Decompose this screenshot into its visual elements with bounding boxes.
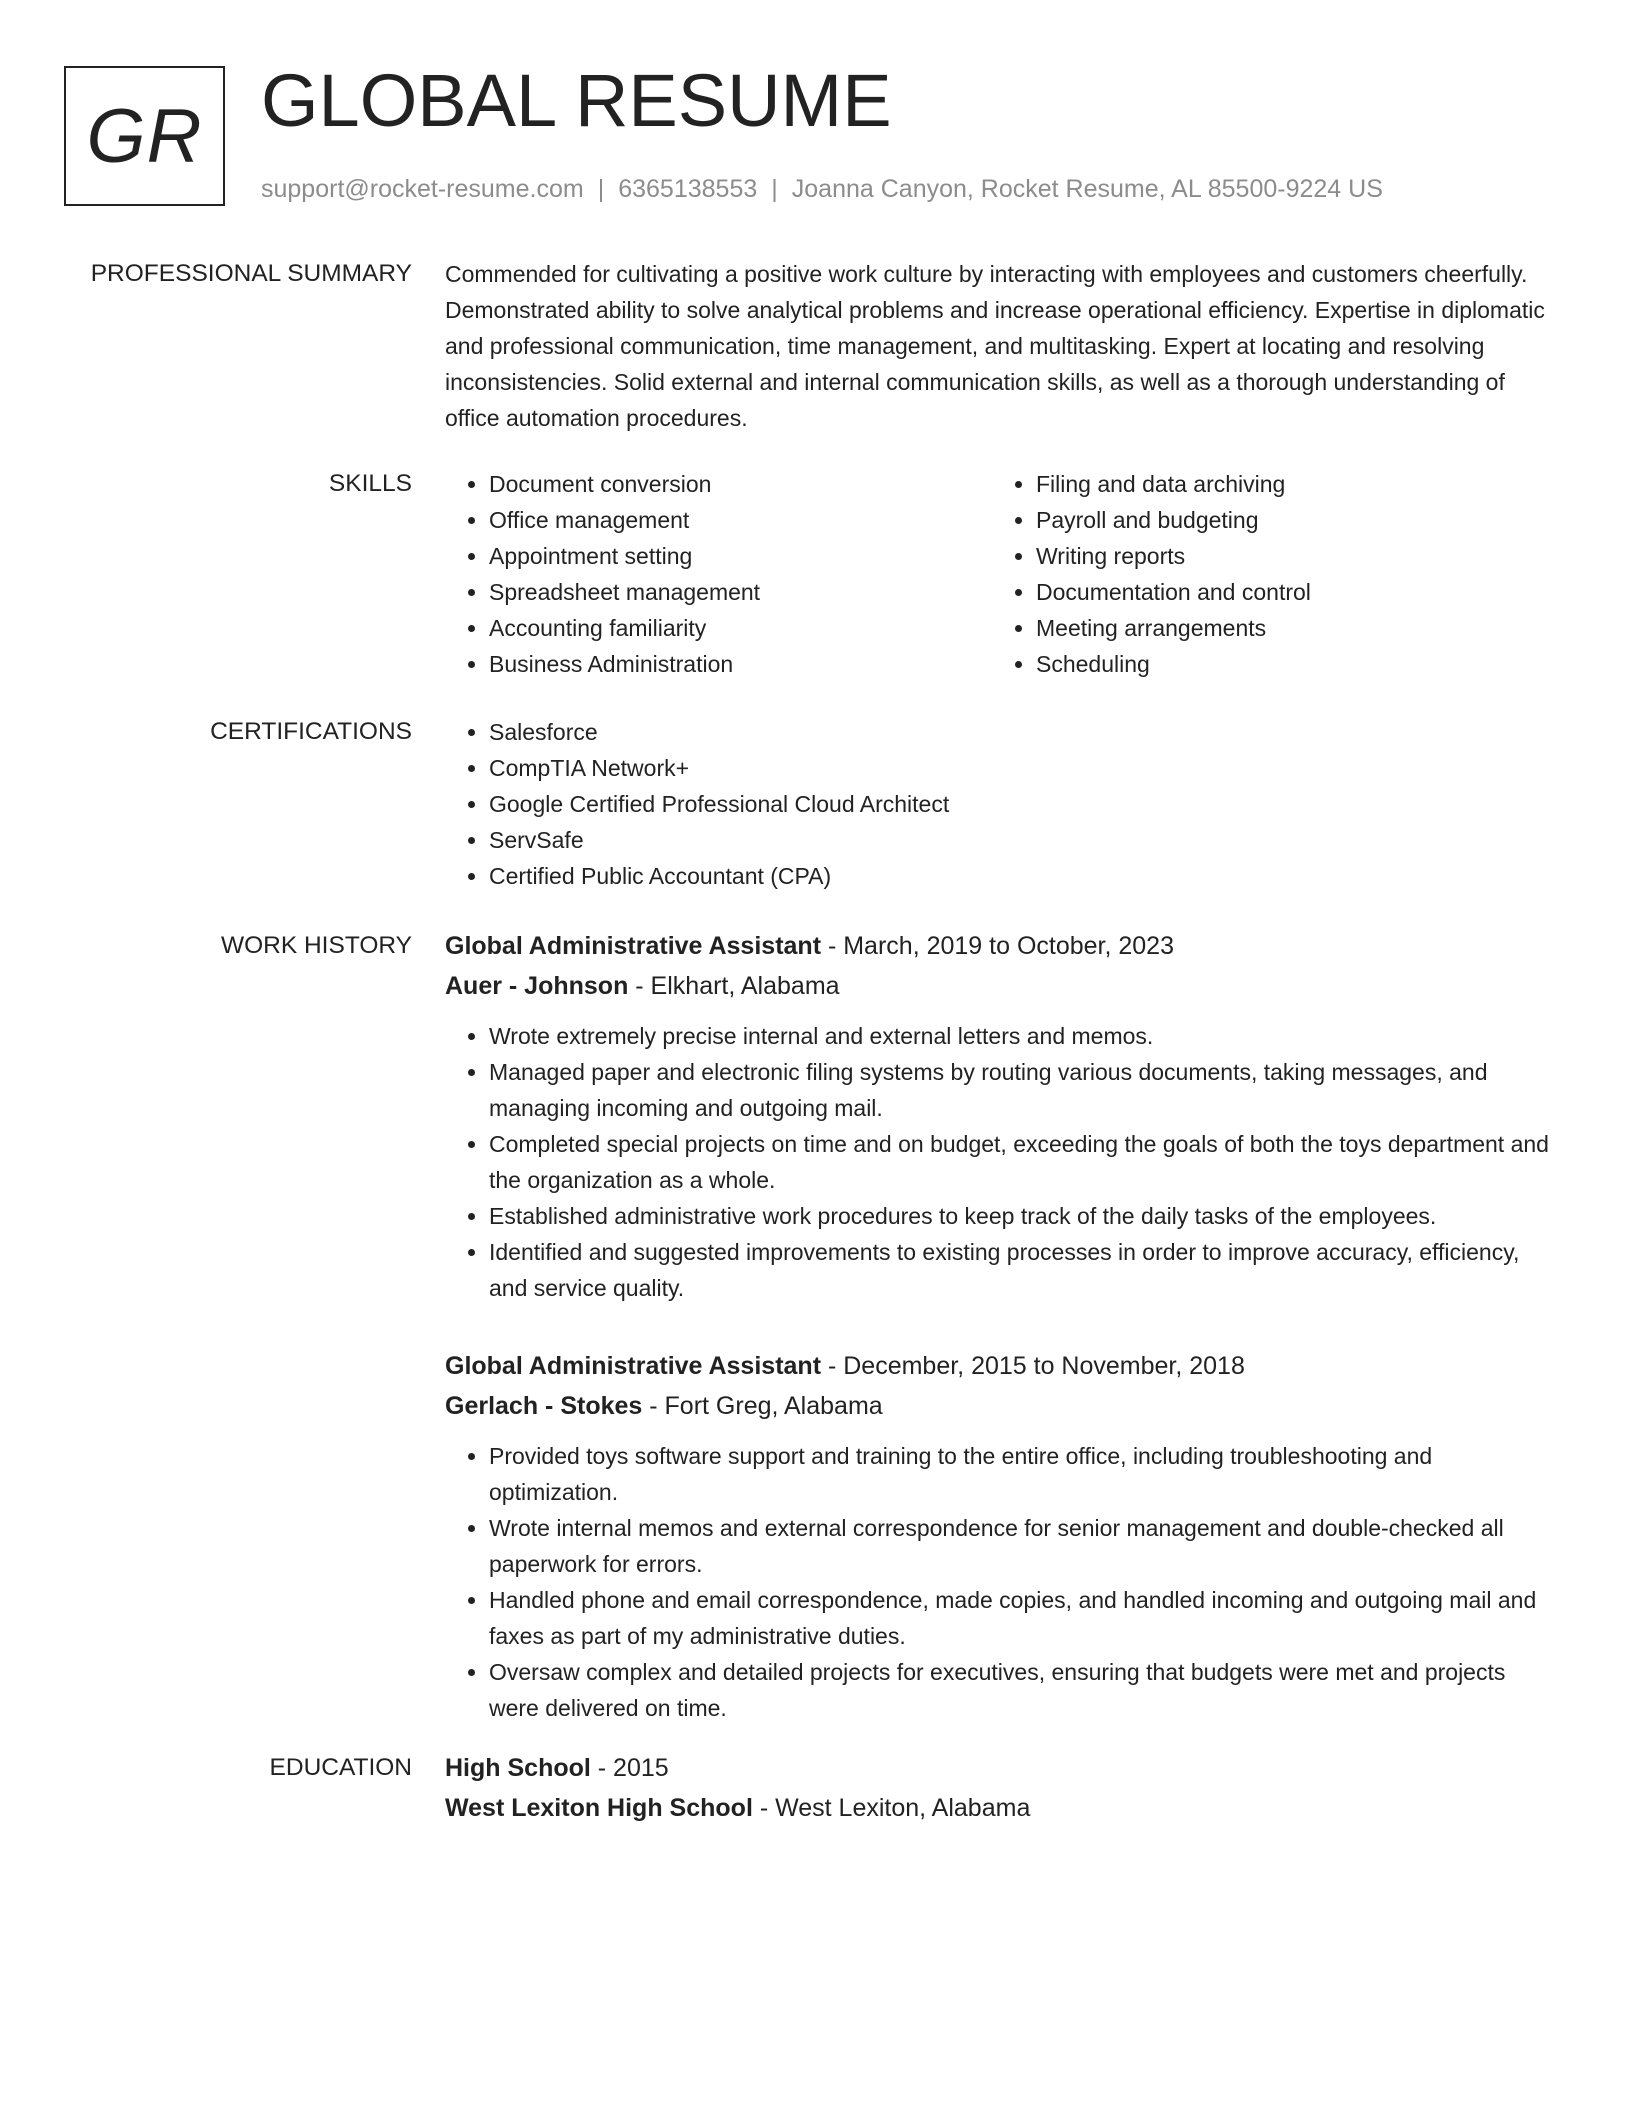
- section-title-certifications: CERTIFICATIONS: [210, 718, 412, 745]
- contact-separator: |: [771, 175, 778, 203]
- job-company-line: [445, 966, 1555, 1006]
- job-role: Global Administrative Assistant: [445, 1352, 822, 1380]
- job-duty: • Identified and suggested improvements to existing processes in order to improve accuracy, efficiency, and service quality.: [489, 1234, 1555, 1306]
- contact-address: Joanna Canyon, Rocket Resume, AL 85500-9224 US: [791, 175, 1383, 203]
- job-company: Auer - Johnson: [445, 972, 629, 1000]
- certification-item: • CompTIA Network+: [489, 750, 1555, 786]
- education-degree-line: [445, 1748, 1555, 1788]
- job-duty: • Completed special projects on time and on budget, exceeding the goals of both the toys department and the organization as a whole.: [489, 1126, 1555, 1198]
- job-duty: • Oversaw complex and detailed projects for executives, ensuring that budgets were met and projects were delivered on time.: [489, 1654, 1555, 1726]
- skills-list-right: [992, 466, 1539, 682]
- education-body: [445, 1748, 1555, 1828]
- work-history-body: [445, 926, 1555, 1726]
- skill-item: • Documentation and control: [1036, 574, 1539, 610]
- job-company: Gerlach - Stokes: [445, 1392, 643, 1420]
- contact-separator: |: [597, 175, 605, 203]
- skill-item: • Business Administration: [489, 646, 992, 682]
- job-duty: • Managed paper and electronic filing systems by routing various documents, taking messages, and managing incoming and outgoing mail.: [489, 1054, 1555, 1126]
- job-role: Global Administrative Assistant: [445, 932, 822, 960]
- job-duty: • Provided toys software support and training to the entire office, including troubleshooting and optimization.: [489, 1438, 1555, 1510]
- education-school: West Lexiton High School: [445, 1794, 753, 1822]
- certification-item: • Certified Public Accountant (CPA): [489, 858, 1555, 894]
- resume-name: GLOBAL RESUME: [261, 59, 892, 142]
- skill-item: • Spreadsheet management: [489, 574, 992, 610]
- skill-item: • Scheduling: [1036, 646, 1539, 682]
- section-title-work-history: WORK HISTORY: [220, 932, 412, 959]
- skill-item: • Payroll and budgeting: [1036, 502, 1539, 538]
- job-entry: [445, 926, 1555, 1306]
- education-school-line: [445, 1788, 1555, 1828]
- job-dates: - December, 2015 to November, 2018: [821, 1352, 1245, 1380]
- monogram-initials: GR: [86, 93, 203, 179]
- section-title-skills: SKILLS: [328, 470, 412, 497]
- job-duty: • Wrote extremely precise internal and external letters and memos.: [489, 1018, 1555, 1054]
- skills-columns: [445, 466, 1555, 682]
- education-location: - West Lexiton, Alabama: [752, 1794, 1031, 1822]
- job-dates: - March, 2019 to October, 2023: [821, 932, 1174, 960]
- contact-email: support@rocket-resume.com: [261, 175, 584, 203]
- job-spacer: [445, 1306, 1555, 1346]
- section-title-education: EDUCATION: [269, 1754, 412, 1781]
- job-location: - Fort Greg, Alabama: [642, 1392, 883, 1420]
- job-title-line: [445, 926, 1555, 966]
- certification-item: • Salesforce: [489, 714, 1555, 750]
- education-year: - 2015: [590, 1754, 669, 1782]
- certification-item: • Google Certified Professional Cloud Architect: [489, 786, 1555, 822]
- skill-item: • Meeting arrangements: [1036, 610, 1539, 646]
- job-duties-list: [445, 1438, 1555, 1726]
- summary-body: [445, 256, 1555, 436]
- job-entry: [445, 1346, 1555, 1726]
- summary-text: Commended for cultivating a positive work culture by interacting with employees and customers cheerfully. Demonstrated ability to solve analytical problems and increase operational efficiency. Expertise in diplomatic and professional communication, time management, and multitasking. Expert at locating and resolving inconsistencies. Solid external and internal communication skills, as well as a thorough understanding of office automation procedures.: [445, 261, 1545, 431]
- job-duties-list: [445, 1018, 1555, 1306]
- certifications-list: [445, 714, 1555, 894]
- skill-item: • Accounting familiarity: [489, 610, 992, 646]
- skill-item: • Appointment setting: [489, 538, 992, 574]
- section-title-summary: PROFESSIONAL SUMMARY: [90, 260, 412, 287]
- job-location: - Elkhart, Alabama: [628, 972, 840, 1000]
- skill-item: • Office management: [489, 502, 992, 538]
- skill-item: • Filing and data archiving: [1036, 466, 1539, 502]
- skill-item: • Document conversion: [489, 466, 992, 502]
- contact-line: [261, 173, 1383, 205]
- job-duty: • Handled phone and email correspondence, made copies, and handled incoming and outgoing mail and faxes as part of my administrative duties.: [489, 1582, 1555, 1654]
- job-duty: • Established administrative work procedures to keep track of the daily tasks of the employees.: [489, 1198, 1555, 1234]
- skill-item: • Writing reports: [1036, 538, 1539, 574]
- skills-list-left: [445, 466, 992, 682]
- job-company-line: [445, 1386, 1555, 1426]
- certification-item: • ServSafe: [489, 822, 1555, 858]
- contact-phone: 6365138553: [618, 175, 758, 203]
- certifications-body: [445, 714, 1555, 894]
- monogram-box: [64, 66, 225, 206]
- education-degree: High School: [445, 1754, 591, 1782]
- skills-body: [445, 466, 1555, 682]
- job-title-line: [445, 1346, 1555, 1386]
- job-duty: • Wrote internal memos and external correspondence for senior management and double-checked all paperwork for errors.: [489, 1510, 1555, 1582]
